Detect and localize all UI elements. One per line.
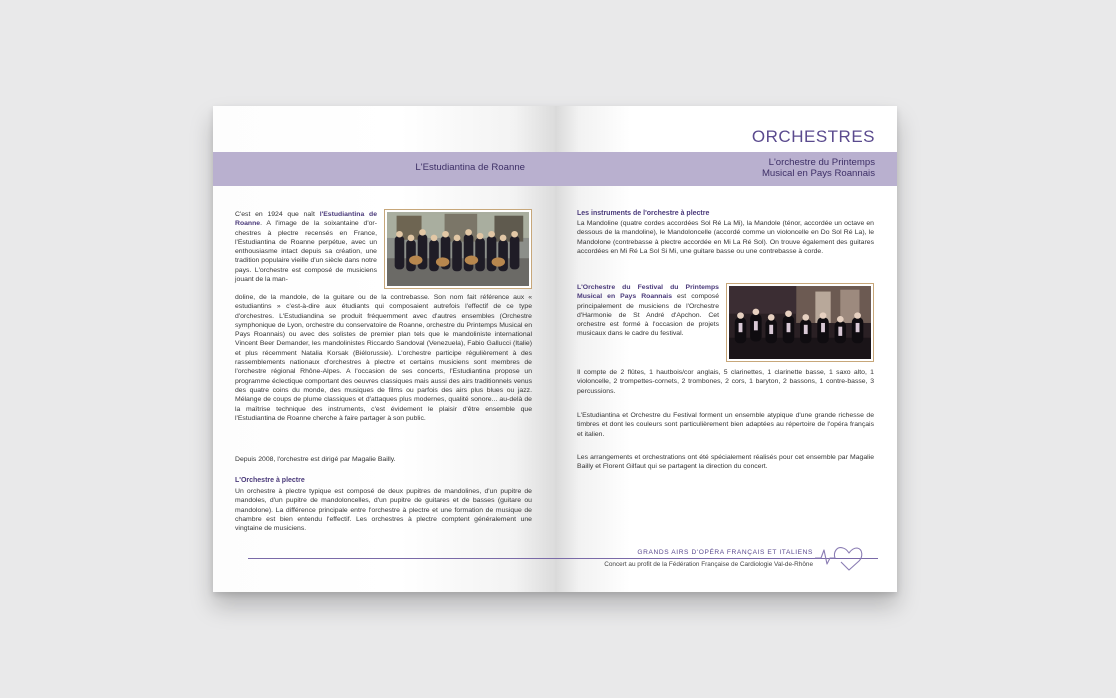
right-band-title	[675, 157, 875, 179]
composition-paragraph: Il compte de 2 flûtes, 1 hautbois/cor anglais, 5 clarinettes, 1 clarinette basse, 1 saxo alto, 1 violoncelle, 2 trompettes-cornets, 2 trombones, 2 cors, 1 baryton, 2 bassons, 1 contre-basse, 3 percussions.	[577, 369, 874, 395]
intro-line-1a: C'est en 1924 que naît	[235, 211, 320, 218]
plectre-section-title: L'Orchestre à plectre	[235, 477, 305, 484]
arrangements-paragraph: Les arrangements et orchestrations ont été spécialement réalisés pour cet ensemble par Magalie Bailly et Florent Gilfaut qui se partagent la direction du concert.	[577, 454, 874, 471]
festival-rest: est composé principalement de musiciens de l'Orchestre d'Harmonie de St André d'Apchon. Cet orchestre est formé à l'occasion de projets musicaux dans le cadre du festival.	[577, 293, 719, 338]
ensemble-paragraph: L'Estudiantina et Orchestre du Festival forment un ensemble atypique d'une grande richesse de timbres et dont les couleurs sont particulièrement bien adaptées au répertoire de l'opéra français et italien.	[577, 412, 874, 438]
instruments-body: La Mandoline (quatre cordes accordées Sol Ré La Mi), la Mandole (ténor, accordée un octave en dessous de la mandoline), le Mandoloncelle (accordé comme un violoncelle en Do Sol Ré La), le Mandolone (contrebasse à plectre accordée en Mi La Ré Sol). On trouve également des guitares accordées en Mi Ré La Sol Si Mi, une guitare basse ou une contrebasse à corde.	[577, 220, 874, 255]
left-page	[213, 106, 555, 592]
festival-orchestra-photo	[726, 283, 874, 362]
right-band-title-line1: L'orchestre du Printemps	[768, 157, 875, 168]
intro-line-1b: . A l'image de la soixantaine d'orchestres à plectre recensés en France, l'Estudiantina de Roanne perpétue, avec un enthousiasme intact depuis sa création, une tradition populaire vieille d'un siècle dans notre pays. L'orchestre est composé de musiciens jouant de la man-	[235, 220, 377, 284]
right-page	[555, 106, 897, 592]
festival-paragraph	[577, 283, 719, 339]
intro-bold: l'Estudiantina de Roanne	[235, 211, 377, 228]
orchestres-title: ORCHESTRES	[751, 127, 875, 146]
right-header-band	[555, 152, 897, 186]
plectre-section-body: Un orchestre à plectre typique est composé de deux pupitres de mandolines, d'un pupitre de mandoles, d'un pupitre de mandoloncelles, d'un pupitre de guitares et de basses (guitare ou mandolone). La différence principale entre l'orchestre à plectre et une formation de musique de chambre est bien entendu l'effectif. Les orchestres à plectre comptent généralement une vingtaine de musiciens.	[235, 488, 532, 533]
festival-bold: L'Orchestre du Festival du Printemps Musical en Pays Roannais	[577, 284, 719, 301]
estudiantina-photo	[384, 209, 532, 289]
heart-pulse-icon	[815, 542, 863, 572]
director-line: Depuis 2008, l'orchestre est dirigé par Magalie Bailly.	[235, 456, 396, 463]
intro-paragraph	[235, 210, 377, 284]
footer-subtitle: Concert au profit de la Fédération Française de Cardiologie Val-de-Rhône	[604, 561, 813, 568]
left-header-band	[213, 152, 555, 186]
instruments-title: Les instruments de l'orchestre à plectre	[577, 210, 710, 217]
left-body-paragraph: doline, de la mandole, de la guitare ou de la contrebasse. Son nom fait référence aux « estudiantins » c'est-à-dire aux étudiants qui composaient autrefois l'effectif de ce type d'orchestres. L'Estudiandina se produit fréquemment avec d'autres ensembles (Orchestre symphonique de Lyon, orchestre du conservatoire de Roanne, orchestre du Printemps Musical en Pays Roannais) ou avec des solistes de premier plan tels que le mandoliniste international Vincent Beer Demander, les mandolinistes Riccardo Sandoval (Venezuela), Fabio Gallucci (Italie) et plus récemment Natalia Korsak (Biélorussie). L'orchestre participe régulièrement à des rassemblements nationaux d'orchestres à plectre et certains musiciens sont membres de l'orchestre régional Rhône-Alpes. A l'occasion de ses concerts, l'Estudiantina propose un programme éclectique comportant des oeuvres classiques mais aussi des airs traditionnels venus des quatre coins du monde, des musiques de films ou parfois des airs plus blues ou jazz. Mélange de coups de plume classiques et d'attaques plus modernes, qualité sonore... au-delà de la maîtrise technique des instruments, c'est évidement le plaisir d'être ensemble que l'Estudiantina de Roanne cherche à faire partager à son public.	[235, 294, 532, 422]
footer-title: GRANDS AIRS D'OPÉRA FRANÇAIS ET ITALIENS	[637, 549, 813, 556]
brochure-spread	[213, 106, 897, 592]
festival-orchestra-photo-image	[729, 286, 871, 359]
estudiantina-photo-image	[387, 212, 529, 286]
right-band-title-line2: Musical en Pays Roannais	[761, 168, 875, 179]
left-band-title: L'Estudiantina de Roanne	[415, 162, 525, 173]
footer-rule	[248, 558, 878, 559]
